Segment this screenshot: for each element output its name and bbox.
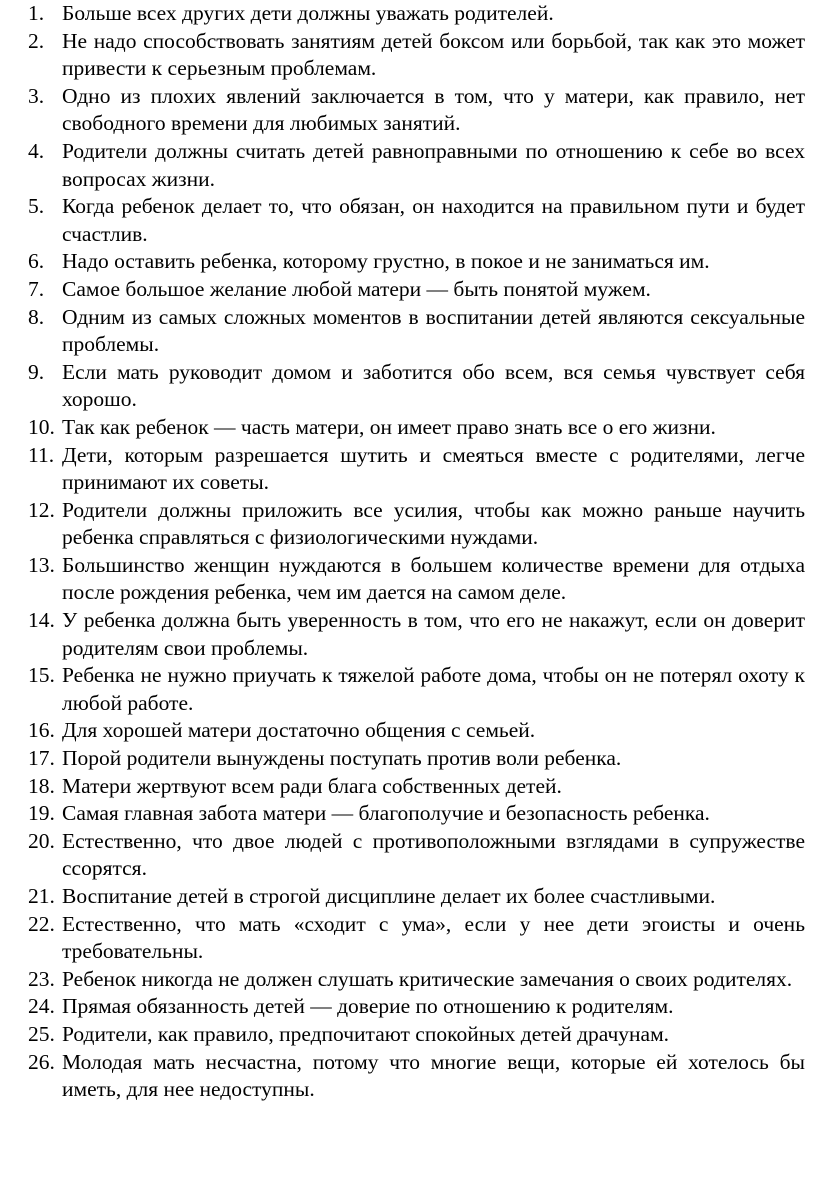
item-text: Родители должны считать детей равноправными по отношению к себе во всех вопросах жизни.	[62, 138, 805, 191]
item-text: Большинство женщин нуждаются в большем количестве времени для отдыха после рождения ребенка, чем им дается на самом деле.	[62, 552, 805, 605]
list-item	[28, 773, 805, 801]
item-number: 13.	[28, 552, 55, 577]
list-item	[28, 662, 805, 717]
item-number: 2.	[28, 28, 45, 53]
item-text: Ребенок никогда не должен слушать критические замечания о своих родителях.	[62, 966, 793, 991]
item-number: 23.	[28, 966, 55, 991]
item-number: 20.	[28, 828, 55, 853]
list-item	[28, 138, 805, 193]
item-number: 16.	[28, 718, 55, 743]
list-item	[28, 193, 805, 248]
list-item	[28, 497, 805, 552]
item-text: Больше всех других дети должны уважать родителей.	[62, 1, 554, 25]
item-number: 1.	[28, 1, 45, 25]
item-text: Воспитание детей в строгой дисциплине делает их более счастливыми.	[62, 884, 716, 908]
item-number: 10.	[28, 414, 55, 439]
item-number: 26.	[28, 1049, 55, 1074]
item-number: 7.	[28, 276, 45, 301]
item-text: Когда ребенок делает то, что обязан, он находится на правильном пути и будет счастлив.	[62, 194, 805, 246]
item-number: 6.	[28, 249, 45, 274]
item-number: 19.	[28, 801, 55, 826]
list-item	[28, 717, 805, 745]
list-item	[28, 1049, 805, 1104]
item-text: Ребенка не нужно приучать к тяжелой работе дома, чтобы он не потерял охоту к любой работе.	[62, 663, 805, 715]
item-number: 15.	[28, 663, 55, 688]
item-text: Родители должны приложить все усилия, чтобы как можно раньше научить ребенка справляться с физиологическими нуждами.	[62, 497, 805, 550]
list-item	[28, 828, 805, 883]
list-item	[28, 414, 805, 442]
item-text: Надо оставить ребенка, которому грустно, в покое и не заниматься им.	[62, 249, 710, 274]
list-item	[28, 800, 805, 828]
item-number: 4.	[28, 138, 45, 163]
list-item	[28, 883, 805, 911]
item-text: Матери жертвуют всем ради блага собственных детей.	[62, 773, 562, 798]
list-item	[28, 28, 805, 83]
item-text: Одно из плохих явлений заключается в том, что у матери, как правило, нет свободного времени для любимых занятий.	[62, 83, 805, 136]
item-text: Молодая мать несчастна, потому что многие вещи, которые ей хотелось бы иметь, для нее недоступны.	[62, 1049, 805, 1102]
list-item	[28, 966, 805, 994]
item-text: Естественно, что двое людей с противоположными взглядами в супружестве ссорятся.	[62, 828, 805, 881]
item-number: 9.	[28, 359, 45, 384]
list-item	[28, 83, 805, 138]
list-item	[28, 552, 805, 607]
item-number: 3.	[28, 83, 45, 108]
item-number: 22.	[28, 911, 55, 936]
list-item	[28, 359, 805, 414]
item-number: 18.	[28, 773, 55, 798]
list-item	[28, 993, 805, 1021]
statement-list	[28, 0, 805, 1104]
item-number: 12.	[28, 497, 55, 522]
item-text: Самое большое желание любой матери — быть понятой мужем.	[62, 276, 651, 301]
item-text: У ребенка должна быть уверенность в том, что его не накажут, если он доверит родителям свои проблемы.	[62, 608, 805, 660]
list-item	[28, 442, 805, 497]
item-number: 11.	[28, 442, 55, 467]
item-text: Не надо способствовать занятиям детей боксом или борьбой, так как это может привести к серьезным проблемам.	[62, 28, 805, 81]
item-number: 14.	[28, 608, 55, 633]
item-text: Если мать руководит домом и заботится обо всем, вся семья чувствует себя хорошо.	[62, 359, 805, 412]
item-text: Самая главная забота матери — благополучие и безопасность ребенка.	[62, 801, 710, 826]
list-item	[28, 304, 805, 359]
item-number: 5.	[28, 194, 45, 219]
item-number: 25.	[28, 1021, 55, 1046]
item-text: Прямая обязанность детей — доверие по отношению к родителям.	[62, 994, 674, 1019]
list-item	[28, 248, 805, 276]
list-item	[28, 0, 805, 28]
item-number: 17.	[28, 746, 55, 771]
list-item	[28, 607, 805, 662]
list-item	[28, 276, 805, 304]
item-text: Порой родители вынуждены поступать против воли ребенка.	[62, 746, 622, 771]
item-text: Для хорошей матери достаточно общения с семьей.	[62, 718, 536, 743]
item-number: 21.	[28, 884, 55, 908]
item-number: 8.	[28, 304, 45, 329]
item-text: Одним из самых сложных моментов в воспитании детей являются сексуальные проблемы.	[62, 304, 805, 357]
list-item	[28, 745, 805, 773]
item-number: 24.	[28, 994, 55, 1019]
item-text: Родители, как правило, предпочитают спокойных детей драчунам.	[62, 1021, 670, 1046]
item-text: Дети, которым разрешается шутить и смеяться вместе с родителями, легче принимают их советы.	[62, 442, 805, 495]
item-text: Естественно, что мать «сходит с ума», если у нее дети эгоисты и очень требовательны.	[62, 911, 805, 964]
list-item	[28, 911, 805, 966]
list-item	[28, 1021, 805, 1049]
item-text: Так как ребенок — часть матери, он имеет право знать все о его жизни.	[62, 414, 716, 439]
